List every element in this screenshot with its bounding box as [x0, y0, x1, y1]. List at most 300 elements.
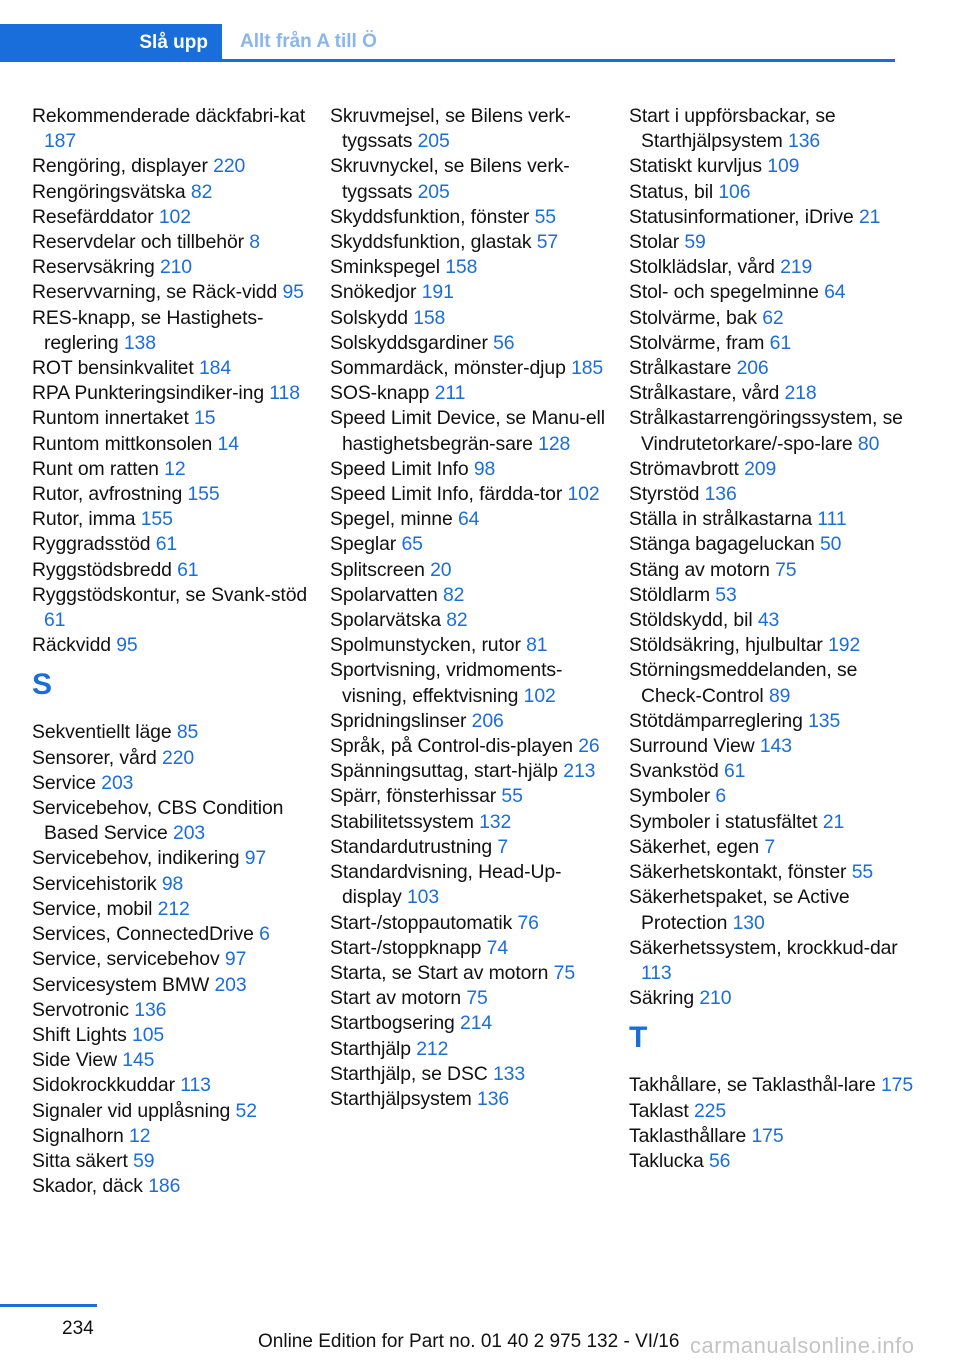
index-entry	[330, 784, 620, 809]
index-entry	[330, 1087, 620, 1112]
index-entry	[629, 810, 919, 835]
index-entry	[32, 280, 322, 305]
entry-term: Spridningslinser	[330, 709, 467, 732]
page-link[interactable]: 21	[859, 205, 881, 228]
index-entry	[32, 180, 322, 205]
page-link[interactable]: 61	[723, 760, 746, 783]
index-entry	[629, 885, 919, 935]
page-link[interactable]: 43	[757, 609, 780, 632]
page-link[interactable]: 132	[479, 810, 512, 833]
index-entry	[32, 532, 322, 557]
page-link[interactable]: 8	[249, 231, 260, 254]
index-entry	[32, 872, 322, 897]
index-entry	[32, 633, 322, 658]
entry-term: Ryggradsstöd	[32, 533, 151, 556]
index-entry	[32, 104, 322, 154]
index-entry	[330, 280, 620, 305]
index-entry	[32, 1048, 322, 1073]
index-entry	[32, 507, 322, 532]
page-link[interactable]: 212	[157, 897, 190, 920]
page-link[interactable]: 64	[457, 508, 480, 531]
page-link[interactable]: 15	[194, 407, 216, 430]
entry-term: Strålkastarrengöringssystem, se Vindrutetorkare/-spo‐lare	[629, 407, 903, 455]
page-link[interactable]: 82	[190, 180, 213, 203]
index-entry	[32, 154, 322, 179]
page-link[interactable]: 21	[822, 810, 845, 833]
page-link[interactable]: 95	[282, 281, 304, 304]
page-link[interactable]: 191	[421, 281, 454, 304]
entry-term: Stolklädslar, vård	[629, 256, 775, 279]
entry-term: Start av motorn	[330, 987, 462, 1010]
entry-term: Styrstöd	[629, 483, 700, 506]
page-link[interactable]: 203	[101, 771, 134, 794]
page-link[interactable]: 55	[501, 785, 523, 808]
page-link[interactable]: 75	[775, 558, 797, 581]
index-entry	[32, 771, 322, 796]
index-entry	[629, 482, 919, 507]
entry-term: Service, servicebehov	[32, 948, 220, 971]
entry-term: Rengöring, displayer	[32, 155, 208, 178]
entry-term: Runtom innertaket	[32, 407, 189, 430]
page-link[interactable]: 102	[523, 684, 556, 707]
entry-term: Symboler i statusfältet	[629, 810, 818, 833]
entry-term: Stol- och spegelminne	[629, 281, 819, 304]
entry-term: Säkring	[629, 987, 695, 1010]
entry-term: Standardutrustning	[330, 835, 493, 858]
entry-term: Statiskt kurvljus	[629, 155, 762, 178]
page-link[interactable]: 6	[715, 785, 727, 808]
index-entry	[32, 356, 322, 381]
page-link[interactable]: 7	[764, 835, 776, 858]
entry-term: RPA Punkteringsindiker‐ing	[32, 382, 264, 405]
page-link[interactable]: 74	[486, 936, 509, 959]
index-entry	[330, 558, 620, 583]
entry-term: ROT bensinkvalitet	[32, 357, 194, 380]
page-link[interactable]: 80	[857, 432, 880, 455]
page-link[interactable]: 143	[759, 735, 792, 758]
page-link[interactable]: 7	[497, 835, 509, 858]
index-entry	[32, 406, 322, 431]
entry-term: Sommardäck, mönster‐djup	[330, 357, 566, 380]
page-link[interactable]: 61	[44, 609, 66, 632]
page-link[interactable]: 130	[732, 911, 765, 934]
entry-term: Stolvärme, fram	[629, 331, 765, 354]
page-link[interactable]: 55	[851, 861, 874, 884]
entry-term: Stötdämparreglering	[629, 709, 803, 732]
page-link[interactable]: 118	[269, 382, 300, 405]
index-entry	[330, 1062, 620, 1087]
entry-term: Servicehistorik	[32, 872, 157, 895]
entry-term: Spolmunstycken, rutor	[330, 634, 521, 657]
entry-term: Taklasthållare	[629, 1124, 747, 1147]
entry-term: Spärr, fönsterhissar	[330, 785, 497, 808]
page-link[interactable]: 138	[123, 331, 156, 354]
entry-term: Ställa in strålkastarna	[629, 508, 813, 531]
index-entry	[629, 759, 919, 784]
page-link[interactable]: 6	[259, 923, 270, 946]
index-entry	[32, 583, 322, 633]
entry-term: Stöldlarm	[629, 583, 710, 606]
entry-term: Sportvisning, vridmoments‐visning, effektvisning	[330, 659, 563, 707]
page-link[interactable]: 220	[162, 746, 195, 769]
page-link[interactable]: 218	[784, 382, 817, 405]
page-link[interactable]: 135	[808, 709, 841, 732]
page-link[interactable]: 89	[768, 684, 791, 707]
entry-term: Start i uppförsbackar, se Starthjälpsystem	[629, 105, 836, 153]
entry-term: Starta, se Start av motorn	[330, 961, 549, 984]
entry-term: Starthjälp, se DSC	[330, 1062, 488, 1085]
page-link[interactable]: 61	[769, 331, 792, 354]
entry-term: Spolarvatten	[330, 583, 438, 606]
tab-allt-fran-a-till-o[interactable]: Allt från A till Ö	[240, 30, 377, 52]
index-entry	[629, 1149, 919, 1174]
index-entry	[629, 180, 919, 205]
entry-term: Skador, däck	[32, 1175, 143, 1198]
entry-term: Taklast	[629, 1099, 689, 1122]
index-entry	[330, 406, 620, 456]
index-entry	[629, 457, 919, 482]
index-entry	[330, 986, 620, 1011]
entry-term: Signaler vid upplåsning	[32, 1099, 231, 1122]
page-link[interactable]: 95	[116, 634, 138, 657]
index-entry	[330, 154, 620, 204]
entry-term: Rekommenderade däckfabri‐kat	[32, 105, 306, 127]
page-link[interactable]: 59	[684, 231, 706, 254]
entry-term: Ryggstödsbredd	[32, 558, 172, 581]
index-entry	[629, 331, 919, 356]
page-link[interactable]: 82	[446, 609, 468, 632]
page-link[interactable]: 209	[744, 457, 777, 480]
page-link[interactable]: 64	[824, 281, 846, 304]
page-link[interactable]: 59	[133, 1149, 155, 1172]
page-link[interactable]: 103	[406, 886, 440, 909]
index-entry	[629, 356, 919, 381]
page-link[interactable]: 203	[173, 822, 206, 845]
page-link[interactable]: 136	[704, 483, 737, 506]
page-link[interactable]: 55	[534, 205, 556, 228]
page-link[interactable]: 26	[578, 735, 600, 758]
index-entry	[32, 720, 322, 745]
page-link[interactable]: 61	[177, 558, 199, 581]
page-link[interactable]: 56	[493, 331, 515, 354]
entry-term: Runt om ratten	[32, 457, 159, 480]
index-entry	[330, 583, 620, 608]
entry-term: Symboler	[629, 785, 711, 808]
entry-term: Sitta säkert	[32, 1149, 128, 1172]
index-entry	[330, 457, 620, 482]
index-entry	[330, 331, 620, 356]
index-column-2	[330, 104, 620, 1112]
entry-term: SOS-knapp	[330, 382, 430, 405]
page-link[interactable]: 192	[828, 634, 861, 657]
page-link[interactable]: 220	[213, 155, 246, 178]
page-link[interactable]: 136	[134, 998, 167, 1021]
page-link[interactable]: 102	[158, 205, 191, 228]
index-entry	[32, 1149, 322, 1174]
index-entry	[32, 306, 322, 356]
index-entry	[629, 255, 919, 280]
index-entry	[629, 1124, 919, 1149]
entry-term: Sminkspegel	[330, 256, 440, 279]
page-link[interactable]: 81	[526, 634, 548, 657]
index-entry	[32, 1124, 322, 1149]
page-link[interactable]: 214	[460, 1012, 493, 1035]
page-link[interactable]: 75	[466, 987, 488, 1010]
index-entry	[629, 860, 919, 885]
index-entry	[330, 306, 620, 331]
entry-term: Strålkastare	[629, 357, 732, 380]
page-link[interactable]: 210	[159, 256, 192, 279]
index-entry	[330, 507, 620, 532]
index-entry	[330, 709, 620, 734]
page-link[interactable]: 12	[164, 457, 186, 480]
page-link[interactable]: 158	[413, 306, 446, 329]
index-entry	[629, 306, 919, 331]
index-entry	[330, 1011, 620, 1036]
entry-term: Skyddsfunktion, glastak	[330, 231, 532, 254]
page-link[interactable]: 155	[187, 483, 220, 506]
page-link[interactable]: 76	[517, 911, 539, 934]
entry-term: Side View	[32, 1049, 117, 1072]
entry-term: Solskydd	[330, 306, 408, 329]
entry-term: Service	[32, 771, 96, 794]
entry-term: Stänga bagageluckan	[629, 533, 815, 556]
page-link[interactable]: 219	[780, 256, 813, 279]
entry-term: Säkerhet, egen	[629, 835, 760, 858]
entry-term: Speed Limit Device, se Manu‐ell hastighetsbegrän‐sare	[330, 407, 605, 455]
index-entry	[629, 280, 919, 305]
index-entry	[629, 1073, 919, 1098]
index-entry	[32, 947, 322, 972]
page-link[interactable]: 98	[161, 872, 184, 895]
index-entry	[330, 608, 620, 633]
entry-term: Solskyddsgardiner	[330, 331, 488, 354]
page-link[interactable]: 75	[553, 961, 576, 984]
footer-rule	[0, 1304, 97, 1307]
page-link[interactable]: 128	[538, 432, 571, 455]
page-link[interactable]: 106	[718, 180, 751, 203]
entry-term: Stöldsäkring, hjulbultar	[629, 634, 823, 657]
entry-term: Takhållare, se Taklasthål‐lare	[629, 1074, 876, 1097]
index-entry	[32, 796, 322, 846]
entry-term: Statusinformationer, iDrive	[629, 205, 854, 228]
entry-term: Spegel, minne	[330, 508, 453, 531]
header-rule	[0, 59, 895, 62]
page-link[interactable]: 205	[417, 130, 450, 153]
entry-term: Status, bil	[629, 180, 714, 203]
entry-term: Starthjälp	[330, 1037, 411, 1060]
page-link[interactable]: 113	[180, 1074, 211, 1097]
page-link[interactable]: 57	[536, 231, 559, 254]
entry-term: Startbogsering	[330, 1012, 455, 1035]
index-entry	[330, 205, 620, 230]
entry-term: Reservdelar och tillbehör	[32, 231, 244, 254]
index-entry	[330, 810, 620, 835]
page-link[interactable]: 225	[693, 1099, 727, 1122]
index-entry	[32, 457, 322, 482]
page-link[interactable]: 185	[571, 357, 604, 380]
page-link[interactable]: 65	[401, 533, 423, 556]
index-entry	[629, 608, 919, 633]
index-entry	[629, 784, 919, 809]
entry-term: Räckvidd	[32, 634, 111, 657]
page-link[interactable]: 52	[235, 1099, 257, 1122]
index-entry	[629, 583, 919, 608]
page-link[interactable]: 158	[445, 256, 478, 279]
page-link[interactable]: 53	[715, 583, 737, 606]
page-link[interactable]: 212	[416, 1037, 449, 1060]
index-entry	[32, 381, 322, 406]
page-link[interactable]: 206	[736, 357, 769, 380]
entry-term: Speglar	[330, 533, 397, 556]
page-link[interactable]: 145	[122, 1049, 155, 1072]
page-number: 234	[62, 1318, 94, 1339]
index-entry	[32, 1099, 322, 1124]
entry-term: Speed Limit Info	[330, 457, 469, 480]
entry-term: Surround View	[629, 735, 755, 758]
page-link[interactable]: 175	[881, 1074, 914, 1097]
index-entry	[629, 936, 919, 986]
page-link[interactable]: 85	[176, 721, 199, 744]
entry-term: RES-knapp, se Hastighets‐reglering	[32, 306, 264, 354]
entry-term: Service, mobil	[32, 897, 153, 920]
entry-term: Säkerhetskontakt, fönster	[629, 861, 847, 884]
page-link[interactable]: 205	[417, 180, 450, 203]
entry-term: Standardvisning, Head-Up-display	[330, 861, 562, 909]
entry-term: Resefärddator	[32, 205, 154, 228]
page-link[interactable]: 206	[471, 709, 504, 732]
entry-term: Störningsmeddelanden, se Check-Control	[629, 659, 858, 707]
page-link[interactable]: 62	[762, 306, 784, 329]
index-entry	[32, 998, 322, 1023]
entry-term: Säkerhetspaket, se Active Protection	[629, 886, 850, 934]
index-entry	[629, 230, 919, 255]
page-link[interactable]: 98	[473, 457, 496, 480]
page-link[interactable]: 97	[224, 948, 247, 971]
entry-term: Ryggstödskontur, se Svank‐stöd	[32, 583, 308, 606]
index-entry	[32, 230, 322, 255]
index-entry	[629, 381, 919, 406]
entry-term: Reservvarning, se Räck‐vidd	[32, 281, 278, 304]
index-entry	[629, 532, 919, 557]
entry-term: Start-/stoppknapp	[330, 936, 482, 959]
index-entry	[629, 406, 919, 456]
index-entry	[32, 746, 322, 771]
page-link[interactable]: 136	[477, 1087, 510, 1110]
page-link[interactable]: 14	[217, 432, 239, 455]
entry-term: Stäng av motorn	[629, 558, 770, 581]
index-entry	[330, 911, 620, 936]
page-link[interactable]: 210	[699, 987, 732, 1010]
page-link[interactable]: 56	[708, 1149, 731, 1172]
index-column-3	[629, 104, 919, 1174]
index-entry	[330, 633, 620, 658]
index-entry	[330, 482, 620, 507]
entry-term: Skyddsfunktion, fönster	[330, 205, 530, 228]
entry-term: Servicebehov, indikering	[32, 847, 240, 870]
section-letter: S	[32, 668, 53, 702]
page-link[interactable]: 61	[155, 533, 178, 556]
index-entry	[330, 230, 620, 255]
page-link[interactable]: 109	[767, 155, 800, 178]
index-entry	[32, 1073, 322, 1098]
entry-term: Rengöringsvätska	[32, 180, 186, 203]
entry-term: Reservsäkring	[32, 256, 155, 279]
index-entry	[32, 1023, 322, 1048]
page-link[interactable]: 203	[214, 973, 247, 996]
index-entry	[32, 922, 322, 947]
index-entry	[32, 255, 322, 280]
entry-term: Språk, på Control-dis‐playen	[330, 735, 573, 758]
index-entry	[32, 558, 322, 583]
entry-term: Starthjälpsystem	[330, 1087, 472, 1110]
page-link[interactable]: 187	[44, 130, 77, 153]
edition-text: Online Edition for Part no. 01 40 2 975 132 - VI/16	[258, 1331, 680, 1352]
index-entry	[629, 507, 919, 532]
entry-term: Sensorer, vård	[32, 746, 157, 769]
tab-sla-upp[interactable]: Slå upp	[0, 24, 222, 62]
page-link[interactable]: 175	[751, 1124, 784, 1147]
index-entry	[629, 1099, 919, 1124]
page-link[interactable]: 102	[567, 483, 600, 506]
entry-term: Runtom mittkonsolen	[32, 432, 213, 455]
page-link[interactable]: 211	[434, 382, 466, 405]
index-entry	[330, 532, 620, 557]
entry-term: Snökedjor	[330, 281, 417, 304]
index-entry	[32, 432, 322, 457]
index-entry	[629, 835, 919, 860]
page-link[interactable]: 184	[198, 357, 232, 380]
index-entry	[32, 897, 322, 922]
entry-term: Start-/stoppautomatik	[330, 911, 513, 934]
index-entry	[629, 205, 919, 230]
page-link[interactable]: 12	[129, 1124, 151, 1147]
entry-term: Skruvmejsel, se Bilens verk‐tygssats	[330, 105, 571, 153]
index-entry	[330, 356, 620, 381]
entry-term: Säkerhetssystem, krockkud‐dar	[629, 936, 898, 959]
index-entry	[32, 973, 322, 998]
page-link[interactable]: 82	[442, 583, 465, 606]
index-entry	[330, 734, 620, 759]
entry-term: Taklucka	[629, 1149, 704, 1172]
page-link[interactable]: 113	[641, 961, 672, 984]
page-link[interactable]: 155	[140, 508, 173, 531]
index-entry	[629, 986, 919, 1011]
entry-term: Signalhorn	[32, 1124, 124, 1147]
page-link[interactable]: 50	[820, 533, 842, 556]
section-letter: T	[629, 1021, 648, 1055]
entry-term: Stolar	[629, 231, 680, 254]
page-link[interactable]: 105	[132, 1023, 165, 1046]
index-entry	[32, 846, 322, 871]
header-tabbar	[0, 24, 895, 62]
watermark: carmanualsonline.info	[690, 1333, 915, 1358]
index-entry	[629, 709, 919, 734]
entry-term: Splitscreen	[330, 558, 425, 581]
page-link[interactable]: 186	[148, 1175, 181, 1198]
index-entry	[330, 835, 620, 860]
page-link[interactable]: 213	[563, 760, 596, 783]
index-entry	[330, 759, 620, 784]
page-link[interactable]: 97	[244, 847, 267, 870]
index-entry	[330, 961, 620, 986]
page-link[interactable]: 20	[430, 558, 452, 581]
page-link[interactable]: 111	[817, 508, 847, 531]
page-link[interactable]: 136	[788, 130, 821, 153]
entry-term: Shift Lights	[32, 1023, 127, 1046]
index-entry	[629, 154, 919, 179]
page-link[interactable]: 133	[493, 1062, 526, 1085]
